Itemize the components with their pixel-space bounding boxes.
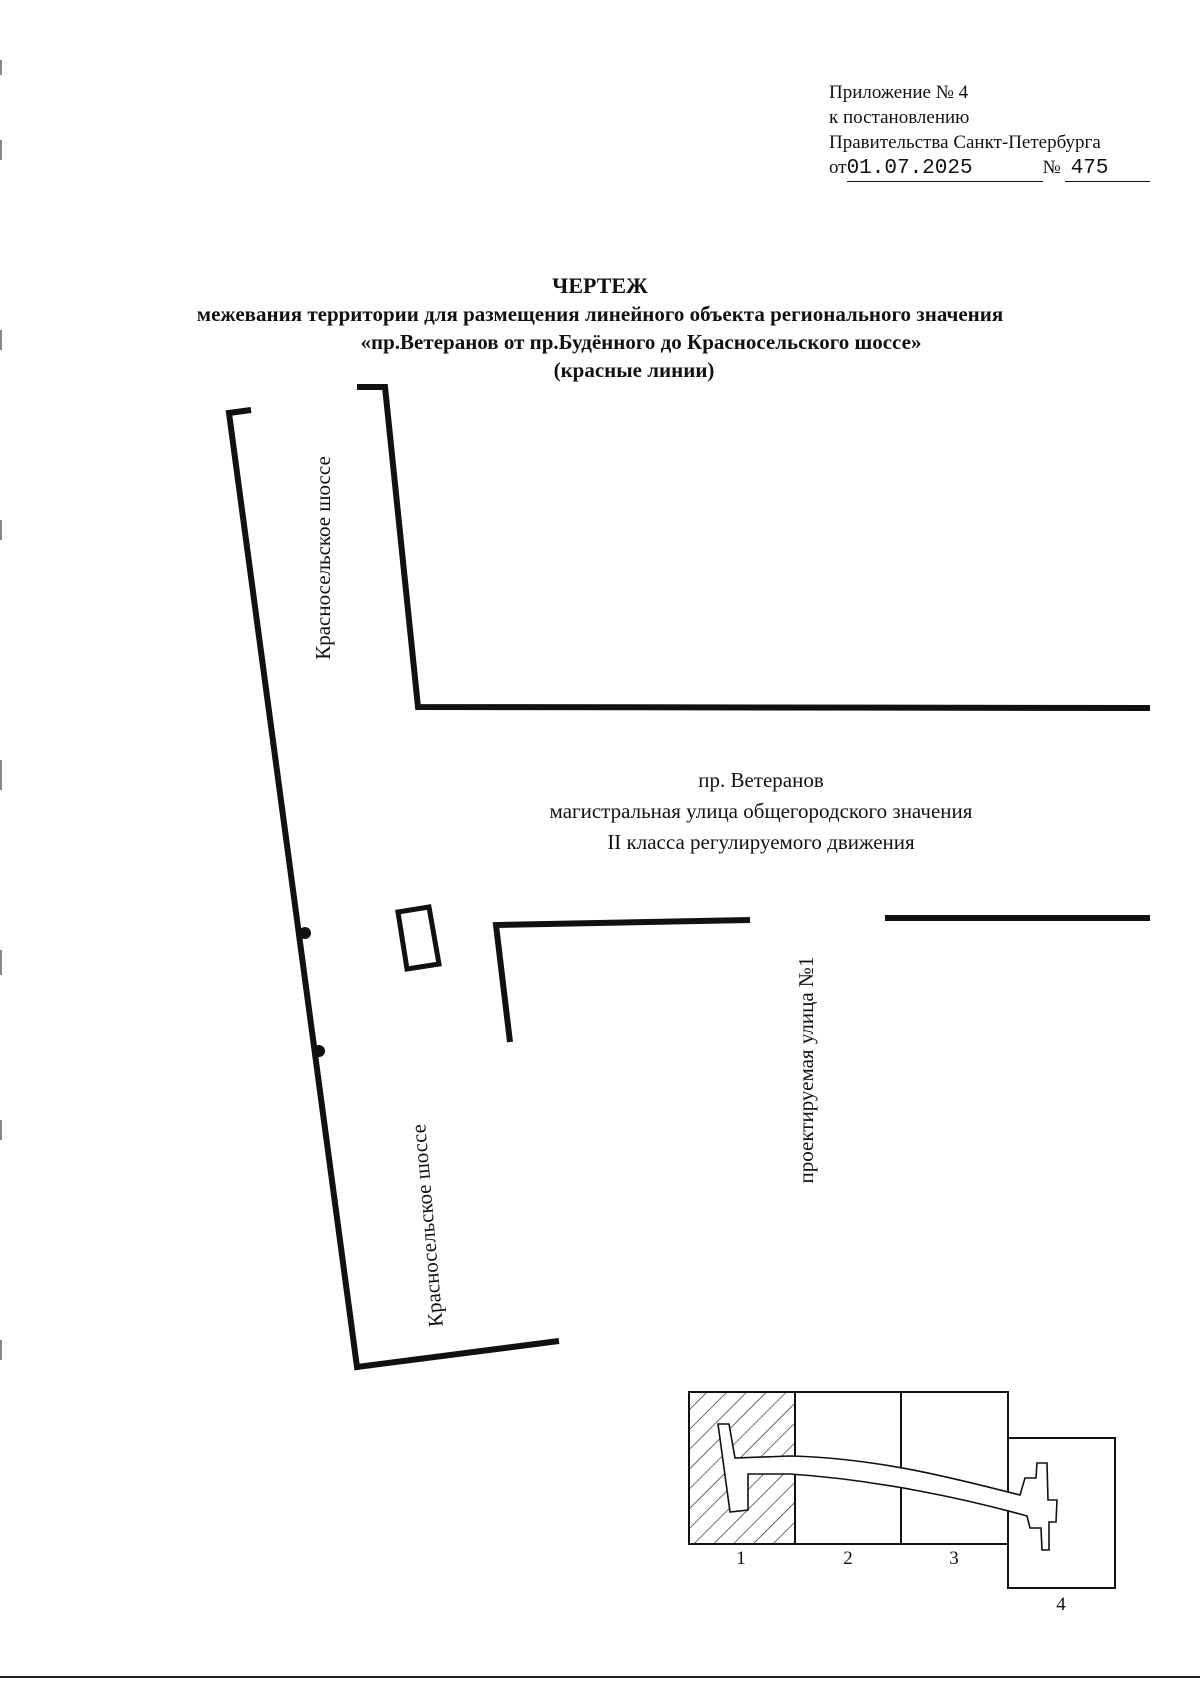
annex-line-2: к постановлению [829, 107, 970, 128]
key-label-2: 2 [843, 1548, 853, 1569]
key-map [689, 1392, 1115, 1615]
title-line-2: межевания территории для размещения линейного объекта регионального значения [196, 302, 1004, 326]
title-line-4: (красные линии) [553, 358, 715, 382]
annex-number: 475 [1070, 157, 1109, 180]
title-line-3: «пр.Ветеранов от пр.Будённого до Красносельского шоссе» [360, 330, 922, 354]
scan-left-edge [0, 0, 6, 1690]
key-sheet-3 [901, 1392, 1008, 1544]
annex-line-1: Приложение № 4 [829, 82, 969, 103]
annex-number-prefix: № [1042, 157, 1061, 178]
red-line-west [229, 410, 559, 1367]
scan-bottom-rule [0, 1676, 1200, 1678]
label-veteranov-class-2: II класса регулируемого движения [607, 830, 915, 854]
annex-date: 01.07.2025 [846, 157, 973, 180]
key-label-4: 4 [1056, 1594, 1066, 1615]
annex-line-3: Правительства Санкт-Петербурга [829, 132, 1101, 153]
boundary-point-1 [299, 927, 311, 939]
building-outline [398, 907, 439, 969]
boundary-point-2 [313, 1045, 325, 1057]
key-label-3: 3 [949, 1548, 959, 1569]
label-krasnoselskoe-upper: Красносельское шоссе [311, 456, 335, 660]
key-label-1: 1 [736, 1548, 746, 1569]
label-veteranov-class-1: магистральная улица общегородского значения [549, 799, 973, 823]
label-veteranov-name: пр. Ветеранов [698, 768, 824, 792]
title-heading: ЧЕРТЕЖ [552, 273, 648, 298]
label-projected-street: проектируемая улица №1 [794, 956, 818, 1184]
label-krasnoselskoe-lower: Красносельское шоссе [406, 1123, 448, 1329]
annex-date-prefix: от [829, 157, 847, 178]
red-line-northeast [357, 387, 1150, 708]
red-line-southeast-corner [496, 920, 750, 1042]
